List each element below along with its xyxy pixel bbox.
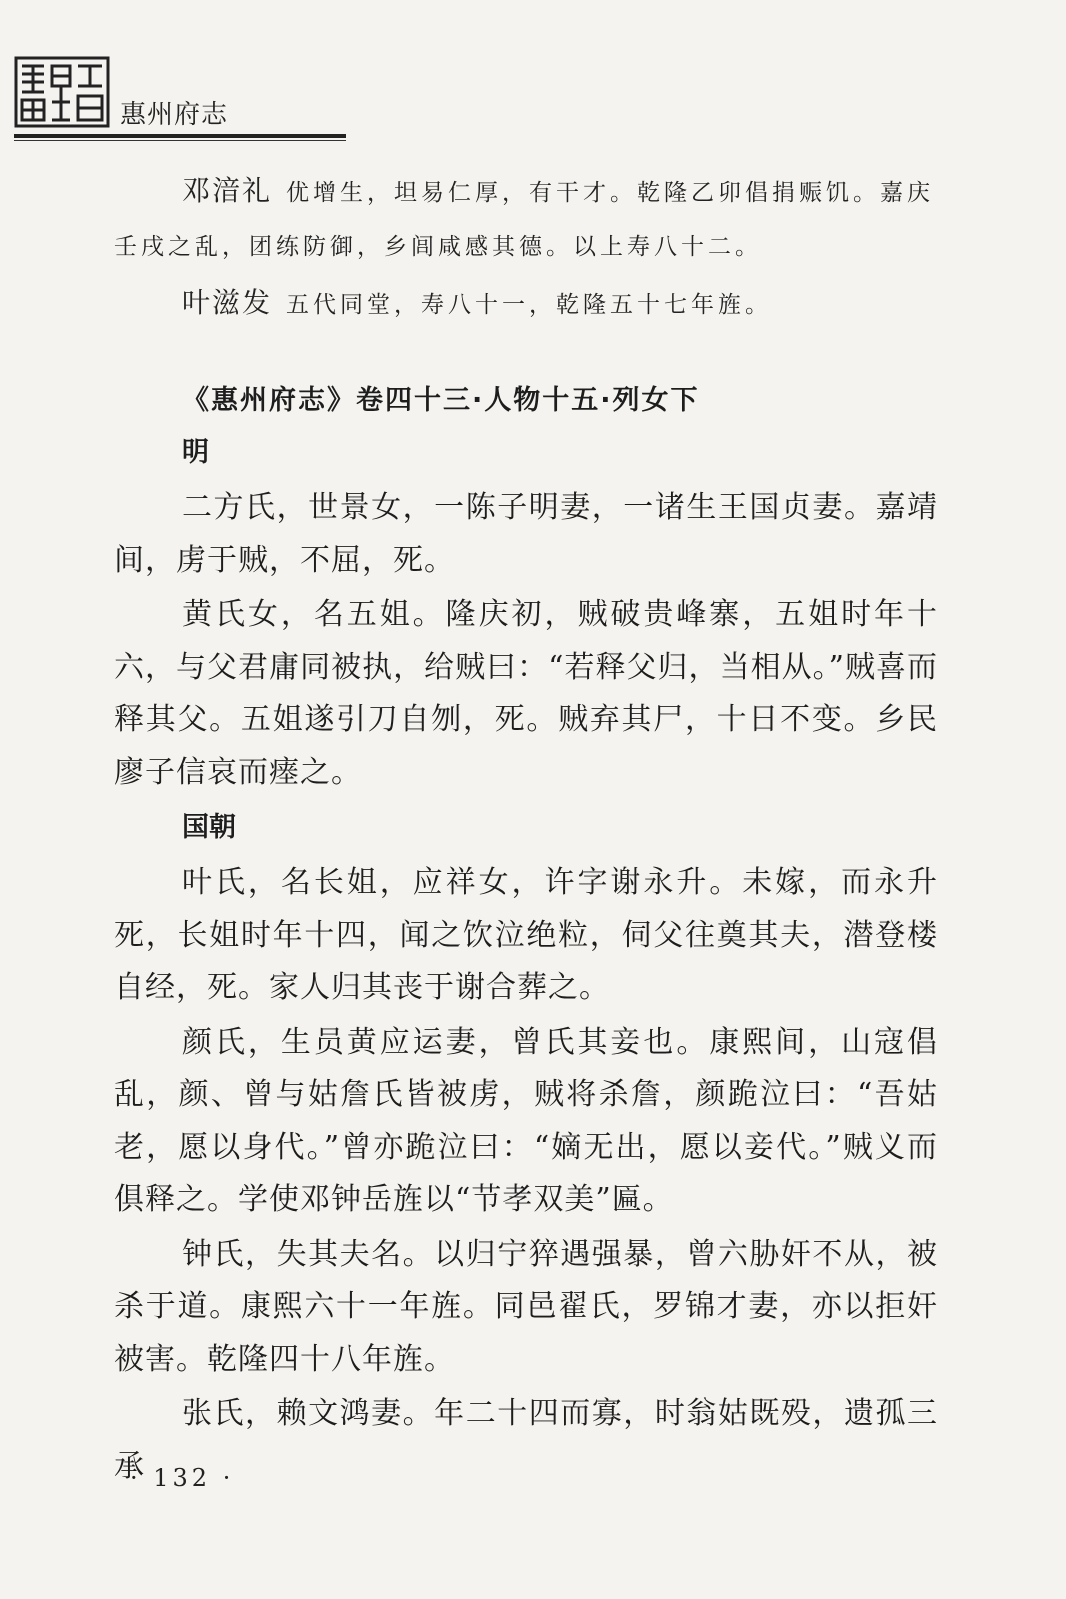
paragraph-fang: 二方氏，世景女，一陈子明妻，一诸生王国贞妻。嘉靖间，虏于贼，不屈，死。 xyxy=(114,490,938,578)
header-rule xyxy=(14,134,346,138)
page-body xyxy=(114,164,938,1493)
entry-ye xyxy=(114,276,938,332)
section-title: 《惠州府志》卷四十三·人物十五·列女下 xyxy=(182,385,700,416)
page-number: · 132 · xyxy=(130,1464,235,1492)
header-rule-thin xyxy=(14,140,346,141)
running-head: 惠州府志 xyxy=(120,100,229,130)
entry-name: 叶滋发 xyxy=(182,286,273,319)
entry-deng xyxy=(114,164,938,274)
seal-logo-icon xyxy=(14,56,110,128)
paragraph-huang: 黄氏女，名五姐。隆庆初，贼破贵峰寨，五姐时年十六，与父君庸同被执，给贼曰：“若释父归，当相从。”贼喜而释其父。五姐遂引刀自刎，死。贼弃其尸，十日不变。乡民廖子信哀而瘗之。 xyxy=(114,597,938,790)
entry-name: 邓湆礼 xyxy=(182,174,273,207)
entry-text: 优增生，坦易仁厚，有干才。乾隆乙卯倡捐赈饥。嘉庆壬戌之乱，团练防御，乡闾咸感其德。以上寿八十二。 xyxy=(114,180,935,260)
dynasty-heading-ming: 明 xyxy=(182,437,209,468)
entry-text: 五代同堂，寿八十一，乾隆五十七年旌。 xyxy=(286,292,773,318)
paragraph-zhong: 钟氏，失其夫名。以归宁猝遇强暴，曾六胁奸不从，被杀于道。康熙六十一年旌。同邑翟氏，罗锦才妻，亦以拒奸被害。乾隆四十八年旌。 xyxy=(114,1236,938,1377)
paragraph-ye: 叶氏，名长姐，应祥女，许字谢永升。未嫁，而永升死，长姐时年十四，闻之饮泣绝粒，伺父往奠其夫，潜登楼自经，死。家人归其丧于谢合葬之。 xyxy=(114,865,938,1005)
paragraph-zhang: 张氏，赖文鸿妻。年二十四而寡，时翁姑既殁，遗孤三承 xyxy=(114,1396,938,1484)
paragraph-yan: 颜氏，生员黄应运妻，曾氏其妾也。康熙间，山寇倡乱，颜、曾与姑詹氏皆被虏，贼将杀詹，颜跪泣曰：“吾姑老，愿以身代。”曾亦跪泣曰：“嫡无出，愿以妾代。”贼义而俱释之。学使邓钟岳旌以“节孝双美”匾。 xyxy=(114,1024,938,1217)
dynasty-heading-qing: 国朝 xyxy=(182,812,236,843)
